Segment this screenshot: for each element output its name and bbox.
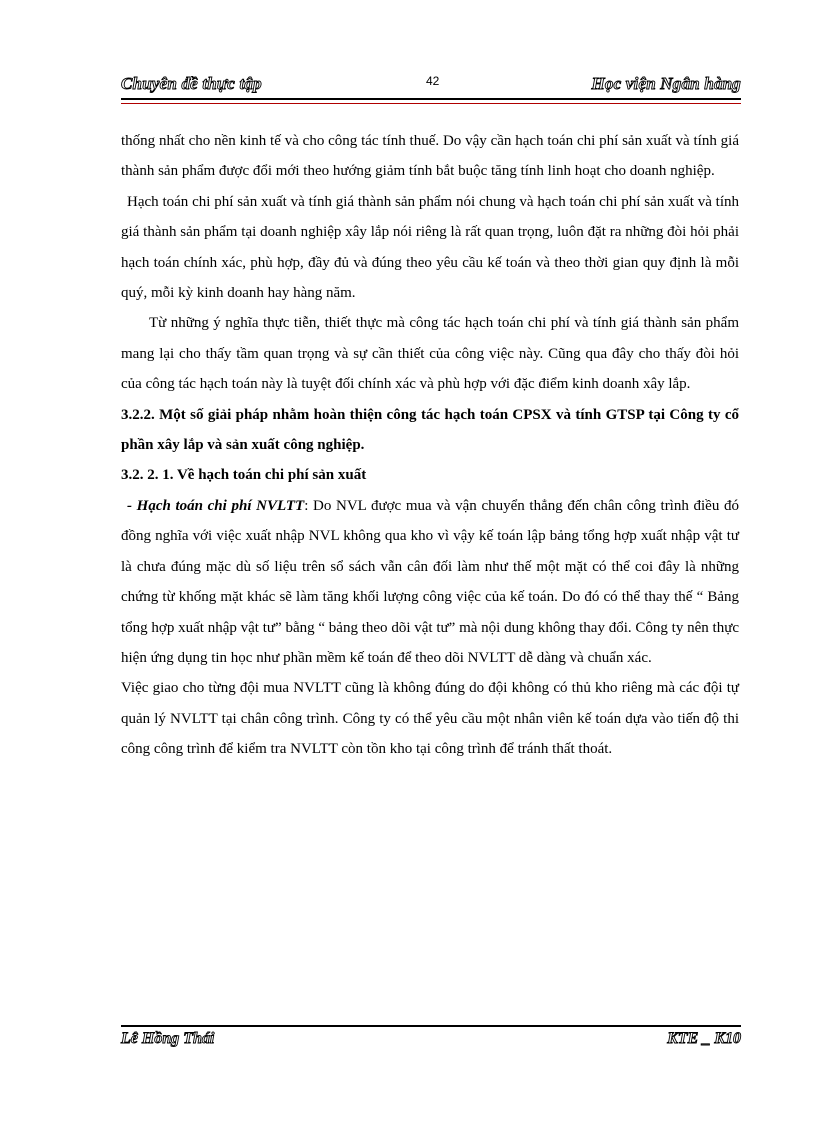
- header-rule-accent: [121, 103, 741, 104]
- paragraph-4-text: : Do NVL được mua và vận chuyển thẳng đến chân công trình điều đó đồng nghĩa với việc xuất nhập NVL không qua kho vì vậy kế toán lập bảng tổng hợp xuất nhập vật tư là chưa đúng mặc dù số liệu trên sổ sách vẫn cân đối làm như thế một mặt có thể coi đây là những chứng từ khống mặt khác sẽ làm tăng khối lượng công việc của kế toán. Do đó có thể thay thế “ Bảng tổng hợp xuất nhập vật tư” bằng “ bảng theo dõi vật tư” mà nội dung không thay đổi. Công ty nên thực hiện ứng dụng tin học như phần mềm kế toán để theo dõi NVLTT dễ dàng và chuẩn xác.: [121, 497, 739, 666]
- paragraph-5: Việc giao cho từng đội mua NVLTT cũng là không đúng do đội không có thủ kho riêng mà các đội tự quản lý NVLTT tại chân công trình. Công ty có thể yêu cầu một nhân viên kế toán dựa vào tiến độ thi công công trình để kiểm tra NVLTT còn tồn kho tại công trình để tránh thất thoát.: [121, 680, 739, 758]
- page-body: [121, 126, 739, 765]
- subsection-heading-3-2-2-1: 3.2. 2. 1. Về hạch toán chi phí sản xuất: [121, 467, 367, 484]
- footer-author: Lê Hồng Thái: [121, 1030, 215, 1047]
- paragraph-3: Từ những ý nghĩa thực tiễn, thiết thực mà công tác hạch toán chi phí và tính giá thành sản phẩm mang lại cho thấy tầm quan trọng và sự cần thiết của công việc này. Cũng qua đây cho thấy đòi hỏi của công tác hạch toán này là tuyệt đối chính xác và phù hợp với đặc điểm kinh doanh xây lắp.: [121, 315, 739, 393]
- footer-class-code: KTE _ K10: [667, 1030, 741, 1047]
- paragraph-1: thống nhất cho nền kinh tế và cho công tác tính thuế. Do vậy cần hạch toán chi phí sản xuất và tính giá thành sản phẩm được đổi mới theo hướng giảm tính bắt buộc tăng tính linh hoạt cho doanh nghiệp.: [121, 133, 739, 180]
- header-rule: [121, 98, 741, 100]
- paragraph-4: [121, 491, 739, 673]
- paragraph-2: Hạch toán chi phí sản xuất và tính giá thành sản phẩm nói chung và hạch toán chi phí sản xuất và tính giá thành sản phẩm tại doanh nghiệp xây lắp nói riêng là rất quan trọng, luôn đặt ra những đòi hỏi phải hạch toán chính xác, phù hợp, đầy đủ và đúng theo yêu cầu kế toán và theo thời gian quy định là mỗi quý, mỗi kỳ kinh doanh hay hàng năm.: [121, 193, 739, 302]
- footer-rule: [121, 1025, 741, 1027]
- paragraph-4-label: - Hạch toán chi phí NVLTT: [127, 497, 305, 514]
- header-institution: Học viện Ngân hàng: [591, 74, 741, 93]
- page-footer: [121, 1025, 741, 1055]
- header-document-type: Chuyên đề thực tập: [121, 74, 262, 93]
- page-header: [121, 70, 741, 106]
- page-number: 42: [426, 74, 440, 88]
- section-heading-3-2-2: 3.2.2. Một số giải pháp nhằm hoàn thiện công tác hạch toán CPSX và tính GTSP tại Công ty cổ phần xây lắp và sản xuất công nghiệp.: [121, 406, 739, 454]
